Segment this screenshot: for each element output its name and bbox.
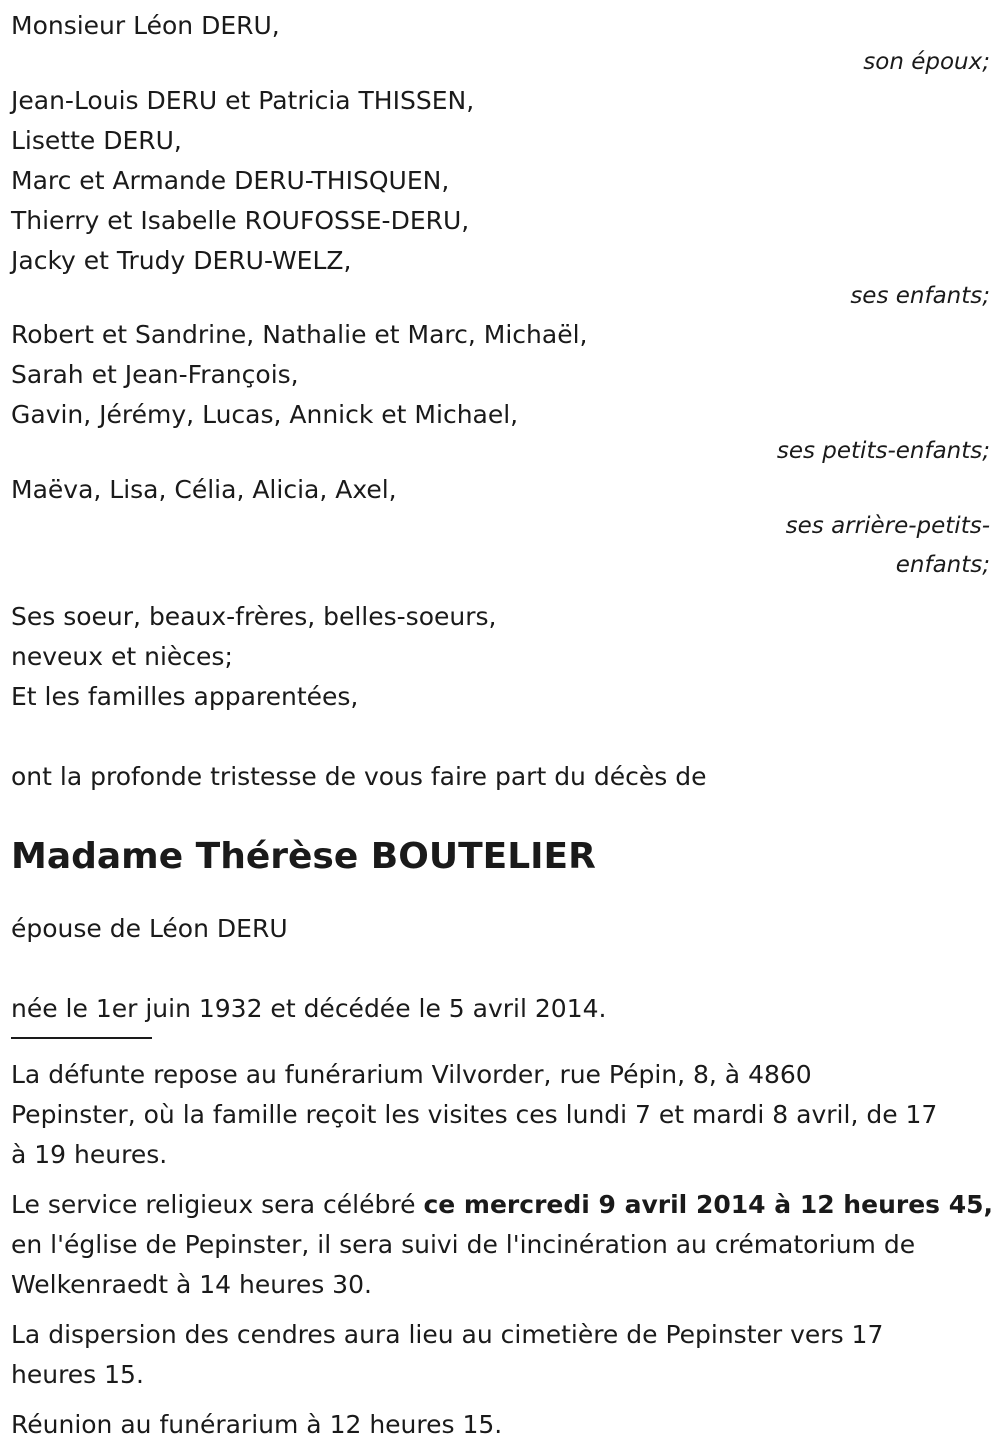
great-grandchild-line: Maëva, Lisa, Célia, Alicia, Axel, [11, 475, 397, 504]
great-grandchildren-role-cont: enfants; [895, 552, 990, 578]
grandchild-line: Sarah et Jean-François, [11, 360, 299, 389]
visitation-paragraph [11, 1055, 990, 1175]
relatives-line: Et les familles apparentées, [11, 682, 359, 711]
spouse-name: Monsieur Léon DERU, [11, 11, 280, 40]
meeting-text: Réunion au funérarium à 12 heures 15. [11, 1410, 503, 1439]
service-prefix: Le service religieux sera célébré [11, 1190, 424, 1219]
grandchild-line: Robert et Sandrine, Nathalie et Marc, Michaël, [11, 320, 588, 349]
great-grandchildren-section [11, 470, 990, 585]
service-line: en l'église de Pepinster, il sera suivi de l'incinération au crématorium de [11, 1230, 916, 1259]
service-line [11, 1185, 994, 1225]
obituary-notice [11, 6, 994, 1445]
grandchildren-role: ses petits-enfants; [776, 438, 990, 464]
child-line: Thierry et Isabelle ROUFOSSE-DERU, [11, 206, 470, 235]
other-relatives-section [11, 597, 990, 717]
spouse-section [11, 6, 990, 82]
service-date-time: ce mercredi 9 avril 2014 à 12 heures 45, [423, 1190, 994, 1219]
deceased-dates: née le 1er juin 1932 et décédée le 5 avril 2014. [11, 994, 607, 1023]
dispersion-paragraph [11, 1315, 990, 1395]
grandchildren-section [11, 315, 990, 471]
separator-rule [11, 1037, 152, 1039]
dispersion-line: heures 15. [11, 1360, 144, 1389]
child-line: Jean-Louis DERU et Patricia THISSEN, [11, 86, 475, 115]
relatives-line: Ses soeur, beaux-frères, belles-soeurs, [11, 602, 497, 631]
children-role: ses enfants; [850, 283, 990, 309]
service-paragraph [11, 1185, 994, 1305]
dispersion-line: La dispersion des cendres aura lieu au cimetière de Pepinster vers 17 [11, 1320, 884, 1349]
visitation-line: La défunte repose au funérarium Vilvorder, rue Pépin, 8, à 4860 [11, 1060, 812, 1089]
child-line: Jacky et Trudy DERU-WELZ, [11, 246, 352, 275]
visitation-line: à 19 heures. [11, 1140, 168, 1169]
announcement-text: ont la profonde tristesse de vous faire part du décès de [11, 762, 707, 791]
deceased-spouse-of: épouse de Léon DERU [11, 914, 288, 943]
child-line: Marc et Armande DERU-THISQUEN, [11, 166, 450, 195]
great-grandchildren-role: ses arrière-petits- [785, 513, 990, 539]
service-line: Welkenraedt à 14 heures 30. [11, 1270, 372, 1299]
spouse-role: son époux; [863, 49, 990, 75]
children-section [11, 81, 990, 316]
relatives-line: neveux et nièces; [11, 642, 233, 671]
grandchild-line: Gavin, Jérémy, Lucas, Annick et Michael, [11, 400, 519, 429]
visitation-line: Pepinster, où la famille reçoit les visites ces lundi 7 et mardi 8 avril, de 17 [11, 1100, 938, 1129]
child-line: Lisette DERU, [11, 126, 182, 155]
deceased-name: Madame Thérèse BOUTELIER [11, 836, 596, 877]
